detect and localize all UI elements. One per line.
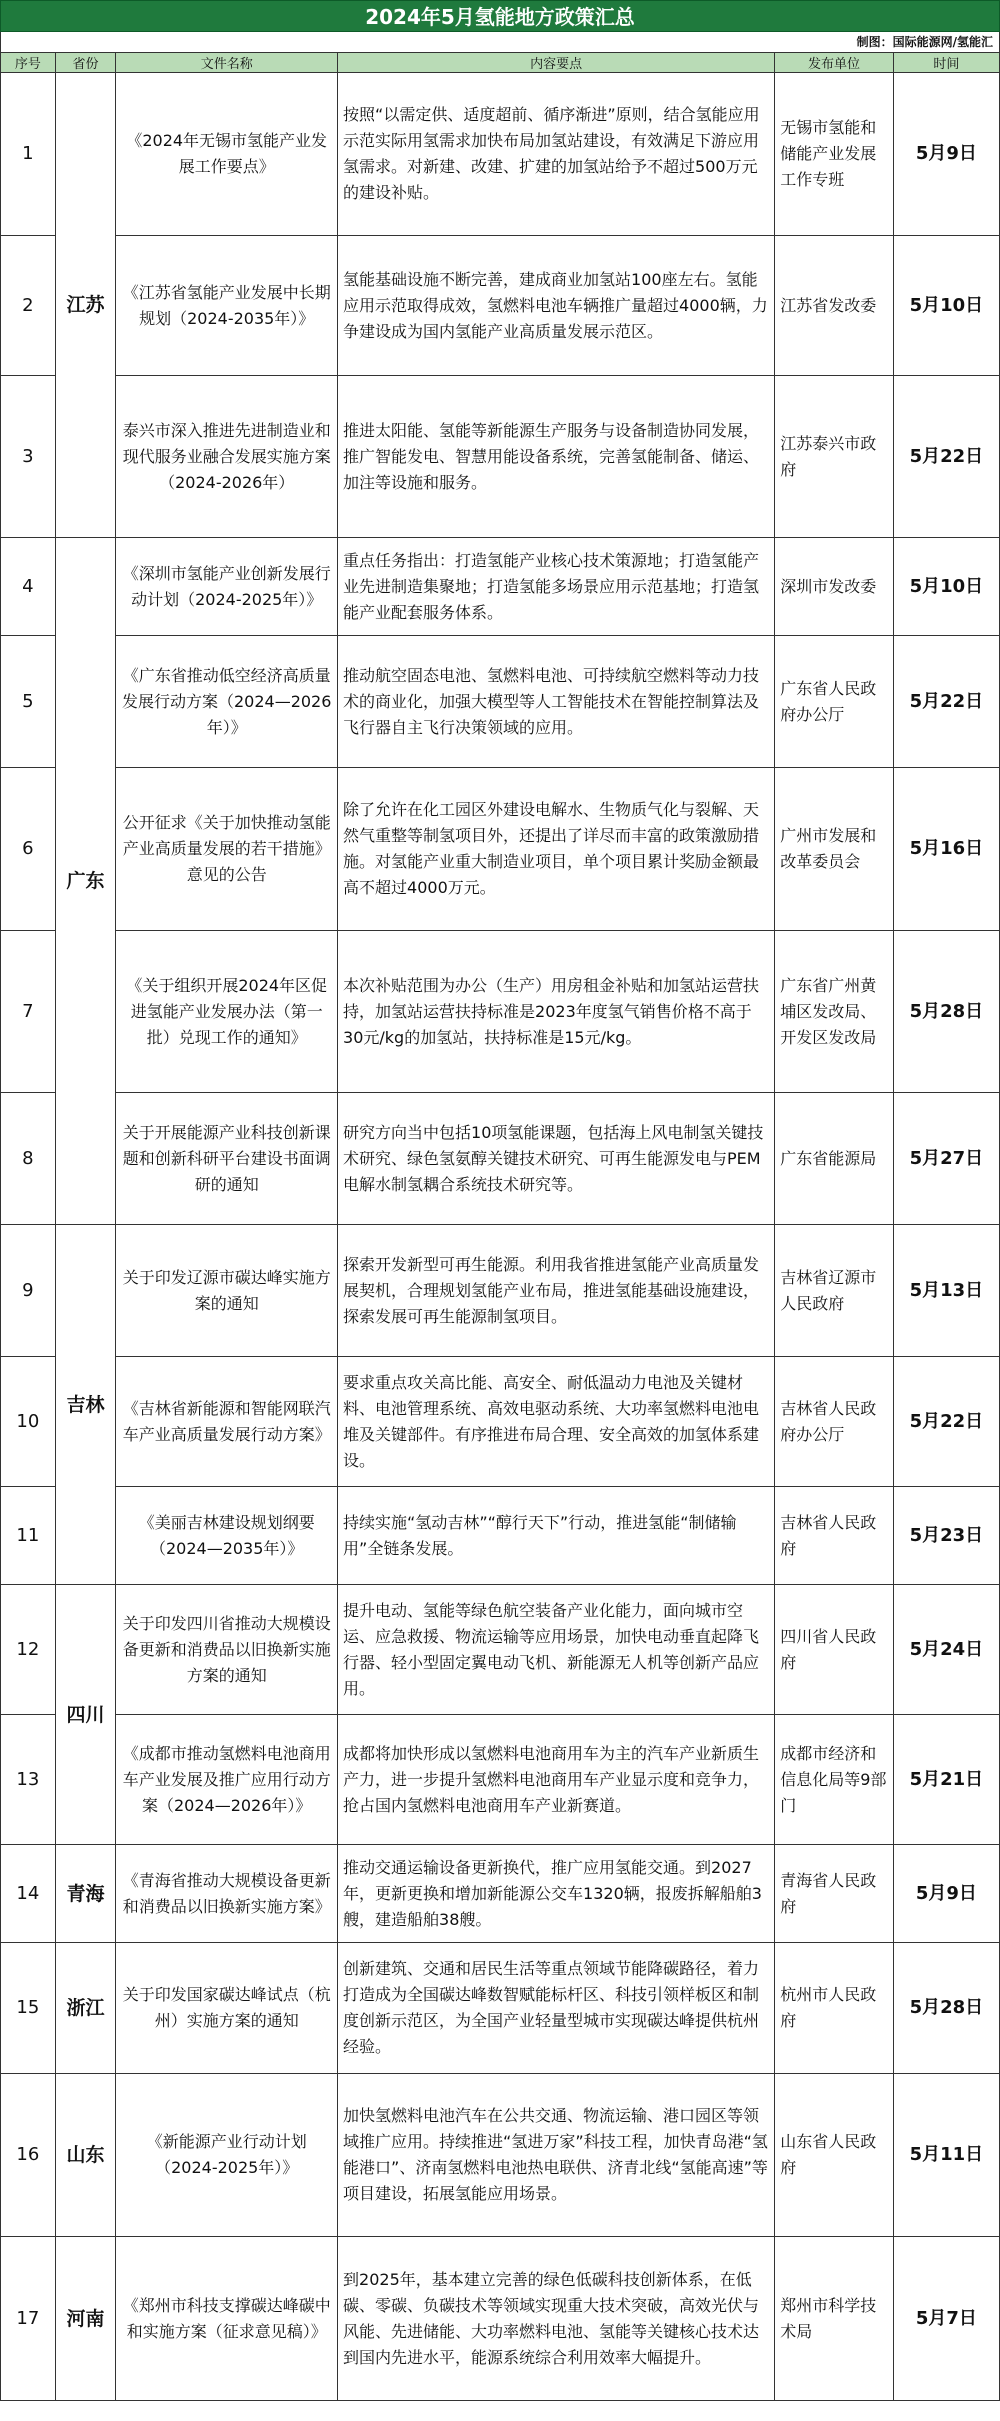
publisher: 吉林省辽源市人民政府: [775, 1225, 893, 1357]
province-cell: 河南: [55, 2237, 116, 2401]
document-name: 关于开展能源产业科技创新课题和创新科研平台建设书面调研的通知: [116, 1093, 338, 1225]
publisher: 四川省人民政府: [775, 1585, 893, 1715]
col-header-document: 文件名称: [116, 53, 338, 73]
publish-date: 5月10日: [893, 538, 999, 636]
col-header-province: 省份: [55, 53, 116, 73]
content-summary: 氢能基础设施不断完善，建成商业加氢站100座左右。氢能应用示范取得成效，氢燃料电池车辆推广量超过4000辆，力争建设成为国内氢能产业高质量发展示范区。: [338, 236, 775, 376]
document-name: 《2024年无锡市氢能产业发展工作要点》: [116, 73, 338, 236]
publisher: 吉林省人民政府办公厅: [775, 1357, 893, 1487]
publisher: 山东省人民政府: [775, 2074, 893, 2237]
document-name: 《青海省推动大规模设备更新和消费品以旧换新实施方案》: [116, 1845, 338, 1943]
table-row: [1, 1093, 1000, 1225]
publish-date: 5月23日: [893, 1487, 999, 1585]
row-number: 5: [1, 636, 56, 768]
publish-date: 5月11日: [893, 2074, 999, 2237]
publish-date: 5月13日: [893, 1225, 999, 1357]
publisher: 成都市经济和信息化局等9部门: [775, 1715, 893, 1845]
content-summary: 探索开发新型可再生能源。利用我省推进氢能产业高质量发展契机，合理规划氢能产业布局，推进氢能基础设施建设，探索发展可再生能源制氢项目。: [338, 1225, 775, 1357]
credit-line: 制图：国际能源网/氢能汇: [0, 32, 1000, 52]
document-name: 《吉林省新能源和智能网联汽车产业高质量发展行动方案》: [116, 1357, 338, 1487]
content-summary: 推动交通运输设备更新换代，推广应用氢能交通。到2027年，更新更换和增加新能源公交车1320辆，报废拆解船舶3艘，建造船舶38艘。: [338, 1845, 775, 1943]
publish-date: 5月9日: [893, 73, 999, 236]
content-summary: 重点任务指出：打造氢能产业核心技术策源地；打造氢能产业先进制造集聚地；打造氢能多场景应用示范基地；打造氢能产业配套服务体系。: [338, 538, 775, 636]
content-summary: 按照“以需定供、适度超前、循序渐进”原则，结合氢能应用示范实际用氢需求加快布局加氢站建设，有效满足下游应用氢需求。对新建、改建、扩建的加氢站给予不超过500万元的建设补贴。: [338, 73, 775, 236]
row-number: 13: [1, 1715, 56, 1845]
row-number: 11: [1, 1487, 56, 1585]
row-number: 6: [1, 768, 56, 931]
publish-date: 5月7日: [893, 2237, 999, 2401]
header-row: [1, 53, 1000, 73]
row-number: 9: [1, 1225, 56, 1357]
row-number: 1: [1, 73, 56, 236]
document-name: 《关于组织开展2024年区促进氢能产业发展办法（第一批）兑现工作的通知》: [116, 931, 338, 1093]
document-name: 《美丽吉林建设规划纲要（2024—2035年）》: [116, 1487, 338, 1585]
content-summary: 除了允许在化工园区外建设电解水、生物质气化与裂解、天然气重整等制氢项目外，还提出了详尽而丰富的政策激励措施。对氢能产业重大制造业项目，单个项目累计奖励金额最高不超过4000万元。: [338, 768, 775, 931]
row-number: 17: [1, 2237, 56, 2401]
document-name: 关于印发辽源市碳达峰实施方案的通知: [116, 1225, 338, 1357]
province-cell: 吉林: [55, 1225, 116, 1585]
content-summary: 加快氢燃料电池汽车在公共交通、物流运输、港口园区等领域推广应用。持续推进“氢进万家”科技工程，加快青岛港“氢能港口”、济南氢燃料电池热电联供、济青北线“氢能高速”等项目建设，拓展氢能应用场景。: [338, 2074, 775, 2237]
table-row: [1, 376, 1000, 538]
publish-date: 5月27日: [893, 1093, 999, 1225]
publisher: 无锡市氢能和储能产业发展工作专班: [775, 73, 893, 236]
col-header-content: 内容要点: [338, 53, 775, 73]
table-row: [1, 636, 1000, 768]
table-row: [1, 1943, 1000, 2074]
table-row: [1, 1585, 1000, 1715]
publisher: 广东省广州黄埔区发改局、开发区发改局: [775, 931, 893, 1093]
province-cell: 浙江: [55, 1943, 116, 2074]
content-summary: 提升电动、氢能等绿色航空装备产业化能力，面向城市空运、应急救援、物流运输等应用场景，加快电动垂直起降飞行器、轻小型固定翼电动飞机、新能源无人机等创新产品应用。: [338, 1585, 775, 1715]
page-title: 2024年5月氢能地方政策汇总: [0, 0, 1000, 32]
table-row: [1, 768, 1000, 931]
document-name: 关于印发国家碳达峰试点（杭州）实施方案的通知: [116, 1943, 338, 2074]
table-row: [1, 1225, 1000, 1357]
publish-date: 5月28日: [893, 931, 999, 1093]
publish-date: 5月9日: [893, 1845, 999, 1943]
document-name: 《新能源产业行动计划（2024-2025年）》: [116, 2074, 338, 2237]
document-name: 《广东省推动低空经济高质量发展行动方案（2024—2026年）》: [116, 636, 338, 768]
document-name: 《成都市推动氢燃料电池商用车产业发展及推广应用行动方案（2024—2026年）》: [116, 1715, 338, 1845]
col-header-publisher: 发布单位: [775, 53, 893, 73]
table-row: [1, 1845, 1000, 1943]
publish-date: 5月28日: [893, 1943, 999, 2074]
row-number: 2: [1, 236, 56, 376]
publisher: 江苏省发改委: [775, 236, 893, 376]
publisher: 广东省能源局: [775, 1093, 893, 1225]
col-header-no: 序号: [1, 53, 56, 73]
document-name: 公开征求《关于加快推动氢能产业高质量发展的若干措施》意见的公告: [116, 768, 338, 931]
row-number: 4: [1, 538, 56, 636]
publish-date: 5月10日: [893, 236, 999, 376]
content-summary: 本次补贴范围为办公（生产）用房租金补贴和加氢站运营扶持，加氢站运营扶持标准是2023年度氢气销售价格不高于30元/kg的加氢站，扶持标准是15元/kg。: [338, 931, 775, 1093]
content-summary: 研究方向当中包括10项氢能课题，包括海上风电制氢关键技术研究、绿色氢氨醇关键技术研究、可再生能源发电与PEM电解水制氢耦合系统技术研究等。: [338, 1093, 775, 1225]
row-number: 3: [1, 376, 56, 538]
table-row: [1, 2237, 1000, 2401]
row-number: 10: [1, 1357, 56, 1487]
row-number: 12: [1, 1585, 56, 1715]
province-cell: 山东: [55, 2074, 116, 2237]
publisher: 青海省人民政府: [775, 1845, 893, 1943]
content-summary: 持续实施“氢动吉林”“醇行天下”行动，推进氢能“制储输用”全链条发展。: [338, 1487, 775, 1585]
province-cell: 青海: [55, 1845, 116, 1943]
province-cell: 广东: [55, 538, 116, 1225]
publish-date: 5月16日: [893, 768, 999, 931]
publish-date: 5月22日: [893, 1357, 999, 1487]
publisher: 吉林省人民政府: [775, 1487, 893, 1585]
content-summary: 创新建筑、交通和居民生活等重点领域节能降碳路径，着力打造成为全国碳达峰数智赋能标杆区、科技引领样板区和制度创新示范区，为全国产业轻量型城市实现碳达峰提供杭州经验。: [338, 1943, 775, 2074]
table-row: [1, 236, 1000, 376]
publisher: 广州市发展和改革委员会: [775, 768, 893, 931]
content-summary: 到2025年，基本建立完善的绿色低碳科技创新体系，在低碳、零碳、负碳技术等领域实现重大技术突破，高效光伏与风能、先进储能、大功率燃料电池、氢能等关键核心技术达到国内先进水平，能源系统综合利用效率大幅提升。: [338, 2237, 775, 2401]
table-row: [1, 2074, 1000, 2237]
publish-date: 5月21日: [893, 1715, 999, 1845]
table-row: [1, 1715, 1000, 1845]
row-number: 8: [1, 1093, 56, 1225]
table-body: [1, 73, 1000, 2401]
publish-date: 5月22日: [893, 636, 999, 768]
row-number: 15: [1, 1943, 56, 2074]
publisher: 江苏泰兴市政府: [775, 376, 893, 538]
row-number: 16: [1, 2074, 56, 2237]
row-number: 14: [1, 1845, 56, 1943]
publisher: 深圳市发改委: [775, 538, 893, 636]
content-summary: 推进太阳能、氢能等新能源生产服务与设备制造协同发展，推广智能发电、智慧用能设备系统，完善氢能制备、储运、加注等设施和服务。: [338, 376, 775, 538]
table-row: [1, 1487, 1000, 1585]
province-cell: 江苏: [55, 73, 116, 538]
table-row: [1, 1357, 1000, 1487]
publish-date: 5月22日: [893, 376, 999, 538]
publisher: 郑州市科学技术局: [775, 2237, 893, 2401]
table-row: [1, 931, 1000, 1093]
document-name: 关于印发四川省推动大规模设备更新和消费品以旧换新实施方案的通知: [116, 1585, 338, 1715]
document-name: 《深圳市氢能产业创新发展行动计划（2024-2025年）》: [116, 538, 338, 636]
content-summary: 推动航空固态电池、氢燃料电池、可持续航空燃料等动力技术的商业化，加强大模型等人工智能技术在智能控制算法及飞行器自主飞行决策领域的应用。: [338, 636, 775, 768]
content-summary: 成都将加快形成以氢燃料电池商用车为主的汽车产业新质生产力，进一步提升氢燃料电池商用车产业显示度和竞争力，抢占国内氢燃料电池商用车产业新赛道。: [338, 1715, 775, 1845]
document-name: 泰兴市深入推进先进制造业和现代服务业融合发展实施方案（2024-2026年）: [116, 376, 338, 538]
publish-date: 5月24日: [893, 1585, 999, 1715]
publisher: 广东省人民政府办公厅: [775, 636, 893, 768]
row-number: 7: [1, 931, 56, 1093]
table-row: [1, 538, 1000, 636]
col-header-date: 时间: [893, 53, 999, 73]
policy-table: [0, 52, 1000, 2401]
table-row: [1, 73, 1000, 236]
document-name: 《江苏省氢能产业发展中长期规划（2024-2035年）》: [116, 236, 338, 376]
content-summary: 要求重点攻关高比能、高安全、耐低温动力电池及关键材料、电池管理系统、高效电驱动系统、大功率氢燃料电池电堆及关键部件。有序推进布局合理、安全高效的加氢体系建设。: [338, 1357, 775, 1487]
province-cell: 四川: [55, 1585, 116, 1845]
document-name: 《郑州市科技支撑碳达峰碳中和实施方案（征求意见稿）》: [116, 2237, 338, 2401]
publisher: 杭州市人民政府: [775, 1943, 893, 2074]
